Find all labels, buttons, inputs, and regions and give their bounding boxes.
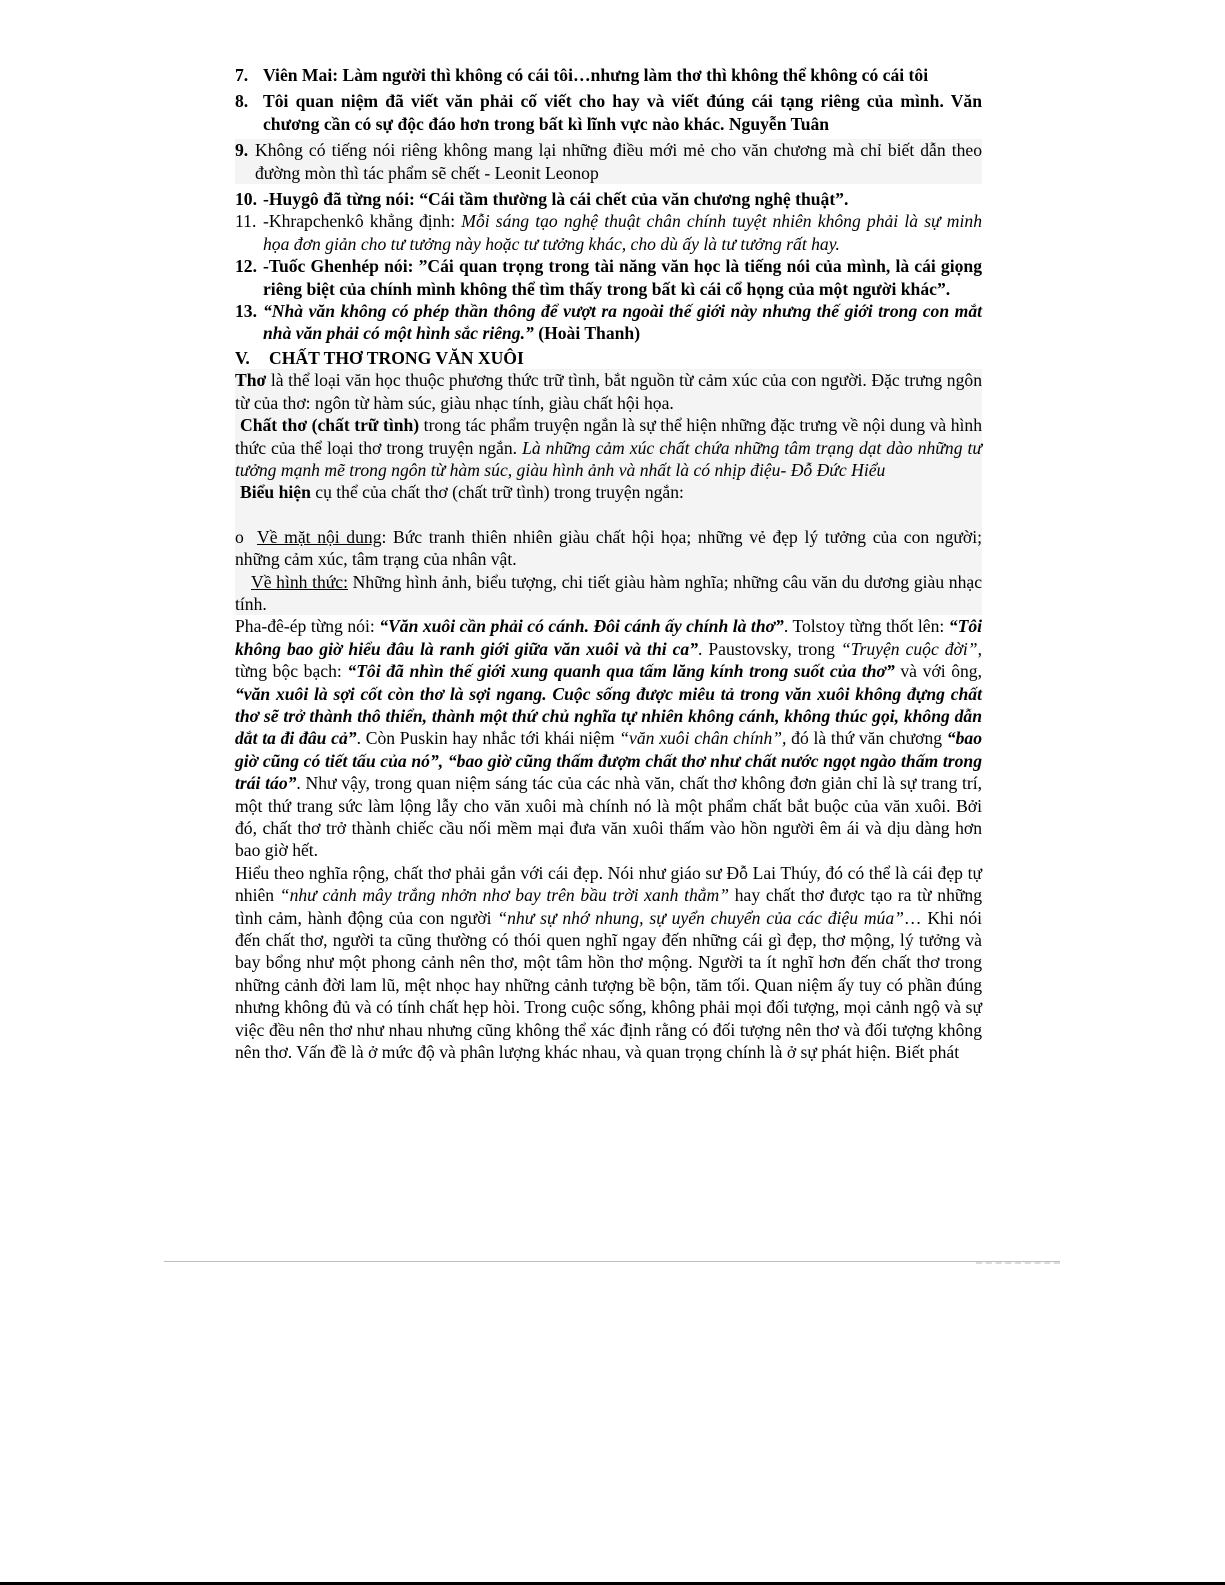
label-hinh-thuc: Về hình thức:	[251, 571, 348, 592]
list-item-9	[235, 139, 982, 184]
text-run: và với ông,	[894, 661, 982, 682]
paragraph-quote: Là những cảm xúc chất chứa những tâm trạng dạt dào những tư tưởng mạnh mẽ trong ngôn từ hàm súc, giàu hình ảnh và nhất là có nhịp điệu- Đỗ Đức Hiểu	[235, 437, 982, 480]
text-run: , từng bộc bạch:	[235, 638, 982, 682]
quote-run: “như cảnh mây trắng nhởn nhơ bay trên bầu trời xanh thẳm”	[279, 885, 730, 906]
list-text: Tôi quan niệm đã viết văn phải cố viết cho hay và viết đúng cái tạng riêng của mình. Văn chương cần có sự độc đáo hơn trong bất kì lĩnh vực nào khác. Nguyễn Tuân	[263, 91, 982, 134]
text-run: . Còn Puskin hay nhắc tới khái niệm	[356, 728, 620, 749]
text-run: . Như vậy, trong quan niệm sáng tác của các nhà văn, chất thơ không đơn giản chỉ là sự trang trí, một thứ trang sức làm lộng lẫy cho văn xuôi mà chính nó là một phẩm chất bắt buộc của văn xuôi. Bởi đó, chất thơ trở thành chiếc cầu nối mềm mại đưa văn xuôi thấm vào hồn người êm ái và dịu dàng hơn bao giờ hết.	[235, 773, 982, 861]
paragraph-bieu-hien	[235, 481, 982, 503]
paragraph-text: cụ thể của chất thơ (chất trữ tình) trong truyện ngắn:	[310, 482, 684, 503]
label-noi-dung: Về mặt nội dung	[257, 526, 382, 547]
list-author: (Hoài Thanh)	[533, 323, 641, 344]
list-item-10	[235, 188, 982, 210]
quote-run: “Tôi không bao giờ hiểu đâu là ranh giới giữa văn xuôi và thi ca”	[235, 616, 983, 659]
list-number: 11.	[235, 211, 257, 232]
paragraph-text: Những hình ảnh, biểu tượng, chi tiết giàu hàm nghĩa; những câu văn du dương giàu nhạc tính.	[235, 571, 982, 614]
section-number: V.	[235, 347, 250, 368]
list-item-13	[235, 300, 982, 345]
paragraph-chat-tho	[235, 414, 982, 481]
term-tho: Thơ	[235, 370, 267, 391]
paragraph-noi-dung	[235, 526, 982, 571]
list-quote: “Nhà văn không có phép thần thông để vượt ra ngoài thế giới này nhưng thế giới trong con mắt nhà văn phải có một hình sắc riêng.”	[263, 301, 982, 344]
list-number: 12.	[235, 256, 257, 277]
text-run: Pha-đê-ép từng nói:	[235, 616, 380, 637]
footer-divider-tail	[976, 1262, 1060, 1264]
section-heading	[235, 347, 982, 369]
list-number: 8.	[235, 91, 249, 112]
list-number: 9.	[235, 140, 249, 161]
list-lead: -Khrapchenkô khẳng định:	[263, 211, 462, 232]
text-run: đó là thứ văn chương	[786, 728, 947, 749]
paragraph-text: trong tác phẩm truyện ngắn là sự thể hiện những đặc trưng về nội dung và hình thức của thể loại thơ trong truyện ngắn.	[235, 415, 982, 458]
text-run: . Tolstoy từng thốt lên:	[783, 616, 949, 637]
text-run: … Khi nói đến chất thơ, người ta cũng thường có thói quen nghĩ ngay đến những cái gì đẹp, thơ mộng, lý tưởng và bay bổng như một phong cảnh nên thơ, một tâm hồn thơ mộng. Người ta ít nghĩ hơn đến chất thơ trong những cảnh đời lam lũ, mệt nhọc hay những cảnh tượng bề bộn, tăm tối. Quan niệm ấy tuy có phần đúng nhưng không đủ và có tính chất hẹp hòi. Trong cuộc sống, không phải mọi đối tượng, mọi cảnh ngộ và sự việc đều nên thơ như nhau nhưng cũng không thể xác định rằng có đối tượng nên thơ và đối tượng không nên thơ. Vấn đề là ở mức độ và phân lượng khác nhau, và quan trọng chính là ở sự phát hiện. Biết phát	[235, 907, 983, 1063]
list-item-12	[235, 255, 982, 300]
term-chat-tho: Chất thơ (chất trữ tình)	[240, 415, 420, 436]
section-title: CHẤT THƠ TRONG VĂN XUÔI	[269, 347, 524, 368]
list-text	[263, 210, 982, 255]
list-quote: Mỗi sáng tạo nghệ thuật chân chính tuyệt nhiên không phải là sự minh họa đơn giản cho tư tưởng này hoặc tư tưởng khác, cho dù ấy là tư tưởng rất hay.	[263, 211, 982, 254]
list-text: Viên Mai: Làm người thì không có cái tôi…nhưng làm thơ thì không thể không có cái tôi	[263, 65, 929, 85]
quote-run: “Truyện cuộc đời”	[840, 638, 978, 659]
list-number: 7.	[235, 65, 249, 85]
term-bieu-hien: Biểu hiện	[240, 482, 311, 503]
list-number: 13.	[235, 301, 257, 322]
list-text: Không có tiếng nói riêng không mang lại những điều mới mẻ cho văn chương mà chỉ biết dẫn theo đường mòn thì tác phẩm sẽ chết - Leonit Leonop	[255, 140, 982, 183]
footer-divider	[164, 1261, 1060, 1262]
document-page	[235, 64, 982, 1063]
paragraph-text: là thể loại văn học thuộc phương thức trữ tình, bắt nguồn từ cảm xúc của con người. Đặc trưng ngôn từ của thơ: ngôn từ hàm súc, giàu nhạc tính, giàu chất hội họa.	[235, 370, 982, 413]
paragraph-quotes	[235, 615, 982, 861]
quote-run: “Tôi đã nhìn thế giới xung quanh qua tấm lăng kính trong suốt của thơ”	[347, 661, 895, 682]
list-text	[263, 300, 982, 345]
list-text: -Tuốc Ghenhép nói: ”Cái quan trọng trong tài năng văn học là tiếng nói của mình, là cái giọng riêng biệt của chính mình không thể tìm thấy trong bất kì cái cổ họng của một người khác”.	[263, 256, 982, 299]
list-item-11	[235, 210, 982, 255]
paragraph-nghia-rong	[235, 862, 982, 1064]
paragraph-hinh-thuc	[235, 571, 982, 616]
text-run: Hiểu theo nghĩa rộng, chất thơ phải gắn với cái đẹp. Nói như giáo sư Đỗ Lai Thúy, đó có thể là cái đẹp tự nhiên	[235, 862, 982, 906]
list-item-7	[235, 64, 982, 86]
list-text: -Huygô đã từng nói: “Cái tầm thường là cái chết của văn chương nghệ thuật”.	[263, 189, 849, 210]
quote-run: “bao giờ cũng có tiết tấu của nó”, “bao giờ cũng thấm đượm chất thơ như chất nước ngọt ngào thấm trong trái táo”	[235, 728, 982, 794]
quote-run: “văn xuôi chân chính”,	[619, 728, 787, 749]
quote-run: “như sự nhớ nhung, sự uyển chuyển của các điệu múa”	[497, 907, 904, 928]
quote-run: “văn xuôi là sợi cốt còn thơ là sợi ngang. Cuộc sống được miêu tả trong văn xuôi không đựng chất thơ sẽ trở thành thô thiển, thành một thứ chủ nghĩa tự nhiên không cánh, không thúc gọi, không dẫn dắt ta đi đâu cả”	[235, 683, 982, 749]
paragraph-tho	[235, 369, 982, 414]
list-number: 10.	[235, 189, 257, 210]
list-item-8	[235, 90, 982, 135]
quote-run: “Văn xuôi cần phải có cánh. Đôi cánh ấy chính là thơ”	[379, 616, 784, 637]
blank-line	[235, 504, 982, 526]
text-run: hay chất thơ được tạo ra từ những tình cảm, hành động của con người	[235, 885, 982, 928]
bullet-marker: o	[235, 526, 244, 547]
text-run: . Paustovsky, trong	[698, 638, 841, 659]
paragraph-text: : Bức tranh thiên nhiên giàu chất hội họa; những vẻ đẹp lý tưởng của con người; những cảm xúc, tâm trạng của nhân vật.	[235, 526, 983, 570]
